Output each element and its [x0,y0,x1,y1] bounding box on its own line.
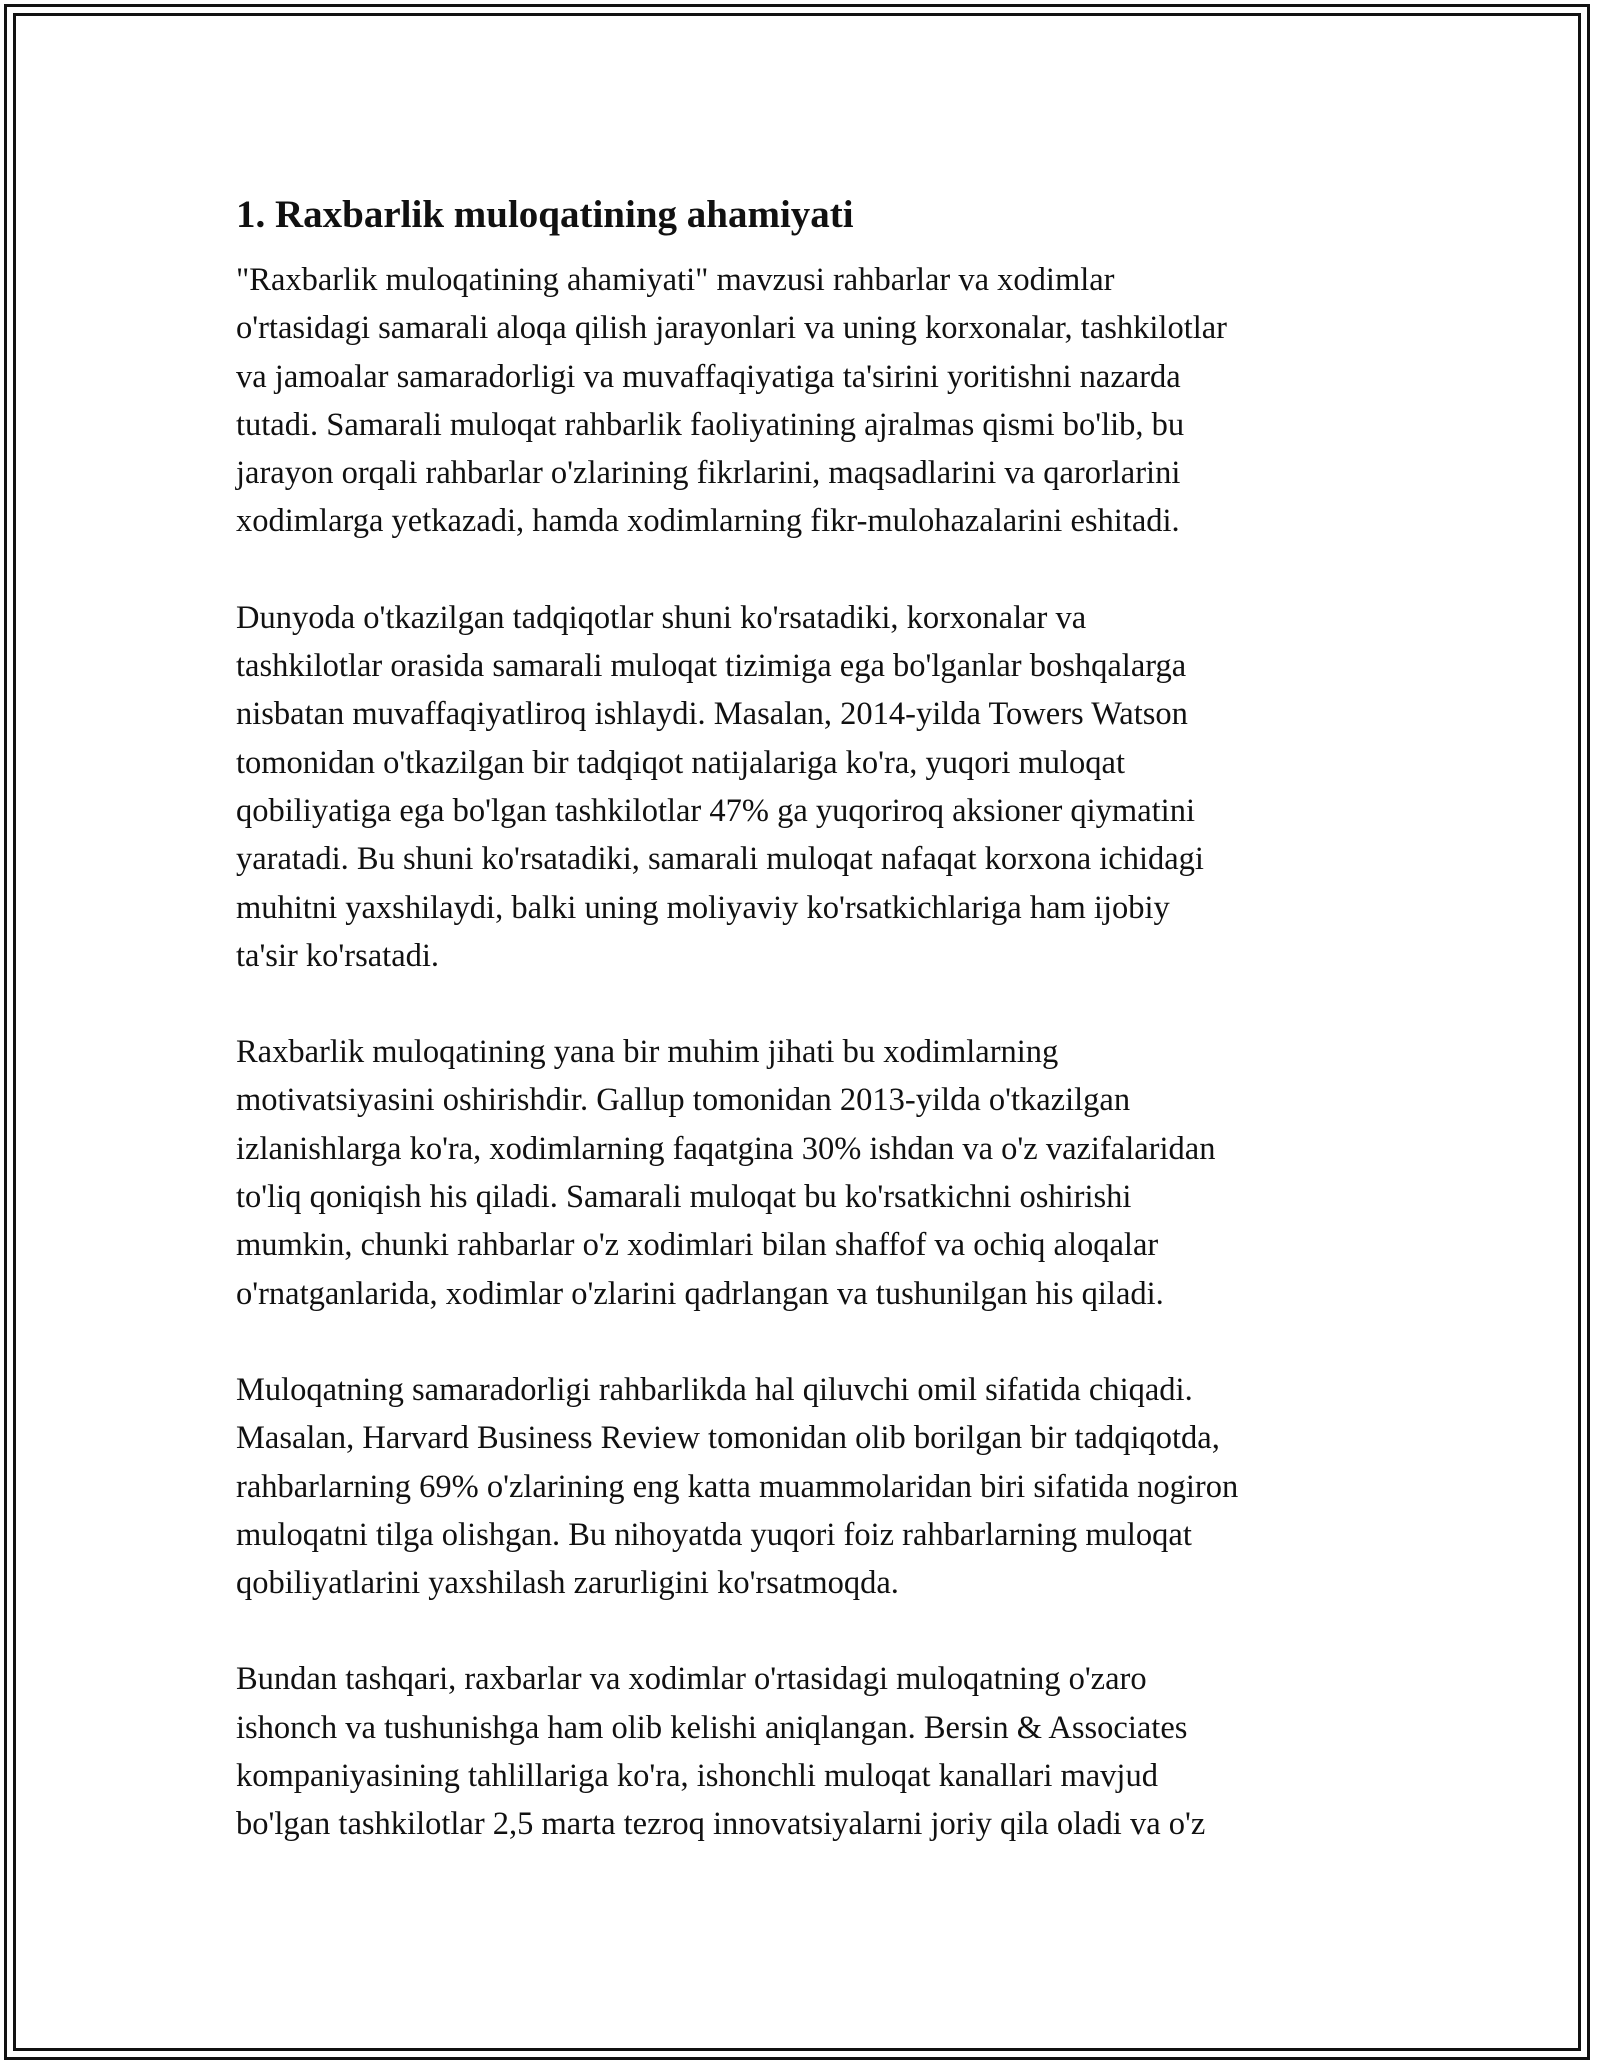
text-line: Dunyoda o'tkazilgan tadqiqotlar shuni ko'rsatadiki, korxonalar va [236,599,1087,636]
text-line: to'liq qoniqish his qiladi. Samarali muloqat bu ko'rsatkichni oshirishi [236,1179,1132,1216]
document-body [236,188,1384,1849]
paragraph-5 [236,1655,1384,1848]
text-line: ta'sir ko'rsatadi. [236,937,440,974]
paragraph-4 [236,1366,1384,1607]
text-line: qobiliyatlarini yaxshilash zarurligini ko'rsatmoqda. [236,1565,899,1602]
text-line: nisbatan muvaffaqiyatliroq ishlaydi. Masalan, 2014-yilda Towers Watson [236,696,1188,733]
text-line: qobiliyatiga ega bo'lgan tashkilotlar 47% ga yuqoriroq aksioner qiymatini [236,792,1195,829]
text-line: tutadi. Samarali muloqat rahbarlik faoliyatining ajralmas qismi bo'lib, bu [236,406,1185,443]
text-line: ishonch va tushunishga ham olib kelishi aniqlangan. Bersin & Associates [236,1709,1188,1746]
text-line: muhitni yaxshilaydi, balki uning moliyaviy ko'rsatkichlariga ham ijobiy [236,889,1170,926]
text-line: Muloqatning samaradorligi rahbarlikda hal qiluvchi omil sifatida chiqadi. [236,1371,1193,1408]
text-line: mumkin, chunki rahbarlar o'z xodimlari bilan shaffof va ochiq aloqalar [236,1227,1159,1264]
text-line: tomonidan o'tkazilgan bir tadqiqot natijalariga ko'ra, yuqori muloqat [236,744,1125,781]
text-line: o'rnatganlarida, xodimlar o'zlarini qadrlangan va tushunilgan his qiladi. [236,1275,1164,1312]
text-line: "Raxbarlik muloqatining ahamiyati" mavzusi rahbarlar va xodimlar [236,262,1115,298]
text-line: yaratadi. Bu shuni ko'rsatadiki, samarali muloqat nafaqat korxona ichidagi [236,841,1204,878]
section-heading: 1. Raxbarlik muloqatining ahamiyati [236,193,854,236]
text-line: tashkilotlar orasida samarali muloqat tizimiga ega bo'lganlar boshqalarga [236,648,1187,685]
text-line: jarayon orqali rahbarlar o'zlarining fikrlarini, maqsadlarini va qarorlarini [236,455,1181,492]
text-line: motivatsiyasini oshirishdir. Gallup tomonidan 2013-yilda o'tkazilgan [236,1082,1131,1119]
text-line: Masalan, Harvard Business Review tomonidan olib borilgan bir tadqiqotda, [236,1420,1220,1457]
text-line: izlanishlarga ko'ra, xodimlarning faqatgina 30% ishdan va o'z vazifalaridan [236,1130,1216,1167]
text-line: muloqatni tilga olishgan. Bu nihoyatda yuqori foiz rahbarlarning muloqat [236,1516,1192,1553]
paragraph-1 [236,256,1384,546]
text-line: Bundan tashqari, raxbarlar va xodimlar o'rtasidagi muloqatning o'zaro [236,1661,1147,1698]
paragraph-2 [236,594,1384,980]
text-line: o'rtasidagi samarali aloqa qilish jarayonlari va uning korxonalar, tashkilotlar [236,310,1227,347]
text-line: rahbarlarning 69% o'zlarining eng katta muammolaridan biri sifatida nogiron [236,1468,1239,1505]
text-line: Raxbarlik muloqatining yana bir muhim jihati bu xodimlarning [236,1034,1059,1071]
text-line: kompaniyasining tahlillariga ko'ra, ishonchli muloqat kanallari mavjud [236,1758,1158,1795]
text-line: xodimlarga yetkazadi, hamda xodimlarning fikr-mulohazalarini eshitadi. [236,503,1180,540]
text-line: bo'lgan tashkilotlar 2,5 marta tezroq innovatsiyalarni joriy qila oladi va o'z [236,1806,1206,1843]
paragraph-3 [236,1028,1384,1318]
text-line: va jamoalar samaradorligi va muvaffaqiyatiga ta'sirini yoritishni nazarda [236,358,1181,395]
